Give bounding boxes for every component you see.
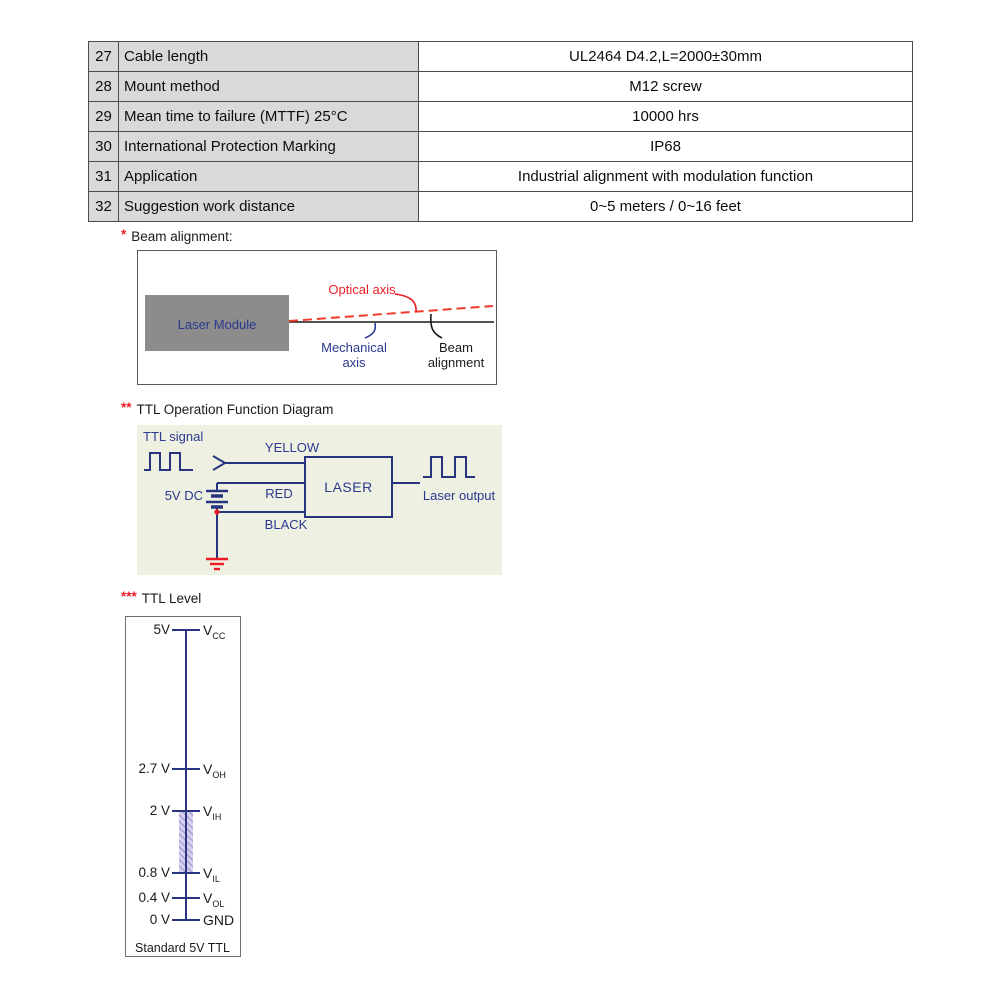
voltage-subscript: IH [212, 811, 222, 822]
footnote-asterisk: ** [121, 400, 132, 415]
voltage-symbol: V [203, 761, 213, 777]
voltage-value-label: 5V [153, 622, 170, 637]
voltage-subscript: IL [212, 873, 220, 884]
ttl-function-section-title [121, 402, 333, 417]
row-value: IP68 [419, 132, 913, 162]
laser-box-label: LASER [324, 478, 373, 495]
ttl-level-section-title [121, 591, 201, 606]
laser-output-label: Laser output [422, 488, 496, 503]
row-number: 32 [89, 192, 119, 222]
mechanical-axis-label-line1: Mechanical [321, 340, 387, 355]
voltage-symbol: GND [203, 912, 235, 928]
beam-alignment-label [396, 340, 516, 370]
beam-alignment-leader [431, 314, 442, 338]
row-label: International Protection Marking [119, 132, 419, 162]
row-label: Mount method [119, 72, 419, 102]
voltage-name-label [203, 864, 220, 882]
footnote-asterisk: *** [121, 589, 137, 604]
ttl-input-wave [144, 453, 193, 470]
footnote-asterisk: * [121, 227, 127, 242]
optical-axis-line [289, 306, 493, 321]
row-number: 27 [89, 42, 119, 72]
table-row [89, 42, 913, 72]
voltage-name-label [203, 889, 224, 907]
yellow-wire-label: YELLOW [264, 440, 320, 455]
voltage-name-label [203, 911, 234, 929]
voltage-name-label [203, 802, 221, 820]
row-value: M12 screw [419, 72, 913, 102]
table-row [89, 72, 913, 102]
ttl-function-diagram [137, 425, 502, 575]
voltage-symbol: V [203, 865, 213, 881]
table-row [89, 102, 913, 132]
laser-module-label: Laser Module [177, 316, 257, 332]
row-number: 28 [89, 72, 119, 102]
beam-alignment-label-line2: alignment [427, 355, 485, 370]
optical-axis-label: Optical axis [328, 282, 396, 297]
section-title-text: Beam alignment: [131, 229, 233, 244]
row-number: 31 [89, 162, 119, 192]
voltage-symbol: V [203, 622, 213, 638]
table-row [89, 162, 913, 192]
row-value: 10000 hrs [419, 102, 913, 132]
ttl-signal-label: TTL signal [143, 429, 204, 444]
row-number: 29 [89, 102, 119, 132]
voltage-name-label [203, 621, 225, 639]
voltage-value-label: 0.4 V [138, 890, 170, 905]
voltage-symbol: V [203, 890, 213, 906]
table-row [89, 132, 913, 162]
voltage-name-label [203, 760, 226, 778]
signal-arrow [213, 456, 225, 470]
ttl-level-caption: Standard 5V TTL [135, 941, 230, 955]
voltage-value-label: 0.8 V [138, 865, 170, 880]
row-label: Mean time to failure (MTTF) 25°C [119, 102, 419, 132]
voltage-value-label: 2 V [149, 803, 170, 818]
row-label: Application [119, 162, 419, 192]
black-wire-label: BLACK [264, 517, 308, 532]
row-value: Industrial alignment with modulation function [419, 162, 913, 192]
ttl-level-diagram [125, 616, 241, 957]
row-label: Cable length [119, 42, 419, 72]
row-value: UL2464 D4.2,L=2000±30mm [419, 42, 913, 72]
laser-output-wave [423, 457, 475, 477]
voltage-subscript: OH [212, 769, 226, 780]
voltage-value-label: 2.7 V [138, 761, 170, 776]
row-value: 0~5 meters / 0~16 feet [419, 192, 913, 222]
voltage-subscript: CC [212, 630, 226, 641]
section-title-text: TTL Level [141, 591, 202, 606]
section-title-text: TTL Operation Function Diagram [136, 402, 334, 417]
supply-voltage-label: 5V DC [164, 488, 203, 503]
voltage-value-label: 0 V [149, 912, 170, 927]
beam-alignment-diagram [137, 250, 497, 385]
beam-alignment-label-line1: Beam [439, 340, 473, 355]
row-label: Suggestion work distance [119, 192, 419, 222]
red-wire-label: RED [265, 486, 293, 501]
spec-table [88, 41, 913, 222]
junction-dot [214, 509, 219, 514]
row-number: 30 [89, 132, 119, 162]
voltage-symbol: V [203, 803, 213, 819]
beam-section-title [121, 229, 233, 244]
voltage-subscript: OL [212, 898, 225, 909]
mechanical-axis-label-line2: axis [342, 355, 366, 370]
table-row [89, 192, 913, 222]
mechanical-axis-leader [365, 323, 375, 338]
